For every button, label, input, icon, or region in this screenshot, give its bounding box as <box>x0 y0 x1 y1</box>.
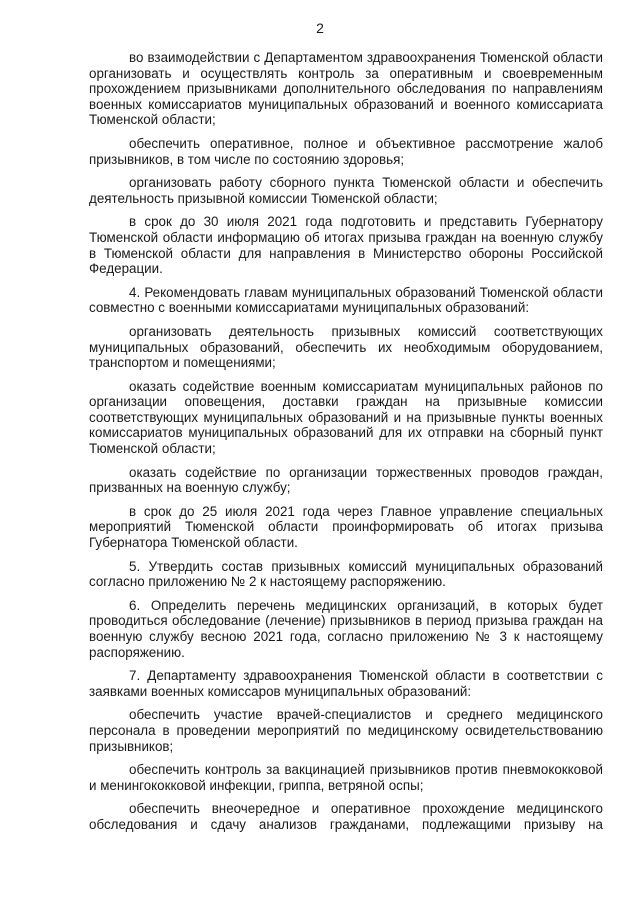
paragraph-9: в срок до 25 июля 2021 года через Главное управление специальных мероприятий Тюменской области проинформировать об итогах призыва Губернатора Тюменской области. <box>89 503 603 551</box>
paragraph-10: 5. Утвердить состав призывных комиссий муниципальных образований согласно приложению № 2 к настоящему распоряжению. <box>89 558 603 590</box>
paragraph-5: 4. Рекомендовать главам муниципальных образований Тюменской области совместно с военными комиссариатами муниципальных образований: <box>89 284 603 316</box>
document-body <box>89 50 603 841</box>
paragraph-3: организовать работу сборного пункта Тюменской области и обеспечить деятельность призывной комиссии Тюменской области; <box>89 175 603 206</box>
paragraph-1: во взаимодействии с Департаментом здравоохранения Тюменской области организовать и осуществлять контроль за оперативным и своевременным прохождением призывниками дополнительного обследования по направлениям военных комиссариатов муниципальных образований и военного комиссариата Тюменской области; <box>89 50 603 128</box>
paragraph-2: обеспечить оперативное, полное и объективное рассмотрение жалоб призывников, в том числе по состоянию здоровья; <box>89 135 603 167</box>
page-number: 2 <box>316 20 324 36</box>
paragraph-13: обеспечить участие врачей-специалистов и среднего медицинского персонала в проведении мероприятий по медицинскому освидетельствованию призывников; <box>89 707 603 754</box>
paragraph-6: организовать деятельность призывных комиссий соответствующих муниципальных образований, обеспечить их необходимым оборудованием, транспортом и помещениями; <box>89 323 603 371</box>
paragraph-15: обеспечить внеочередное и оперативное прохождение медицинского обследования и сдачу анализов гражданами, подлежащими призыву на <box>89 801 603 832</box>
paragraph-4: в срок до 30 июля 2021 года подготовить и представить Губернатору Тюменской области информацию об итогах призыва граждан на военную службу в Тюменской области для направления в Министерство обороны Российской Федерации. <box>89 214 603 277</box>
paragraph-11: 6. Определить перечень медицинских организаций, в которых будет проводиться обследование (лечение) призывников в период призыва граждан на военную службу весною 2021 года, согласно приложению № 3 к настоящему распоряжению. <box>89 597 603 660</box>
paragraph-8: оказать содействие по организации торжественных проводов граждан, призванных на военную службу; <box>89 464 603 496</box>
paragraph-7: оказать содействие военным комиссариатам муниципальных районов по организации оповещения, доставки граждан на призывные комиссии соответствующих муниципальных образований и на призывные пункты военных комиссариатов муниципальных образований для их отправки на сборный пункт Тюменской области; <box>89 378 603 457</box>
paragraph-14: обеспечить контроль за вакцинацией призывников против пневмококковой и менингококковой инфекции, гриппа, ветряной оспы; <box>89 762 603 793</box>
paragraph-12: 7. Департаменту здравоохранения Тюменской области в соответствии с заявками военных комиссаров муниципальных образований: <box>89 668 603 699</box>
